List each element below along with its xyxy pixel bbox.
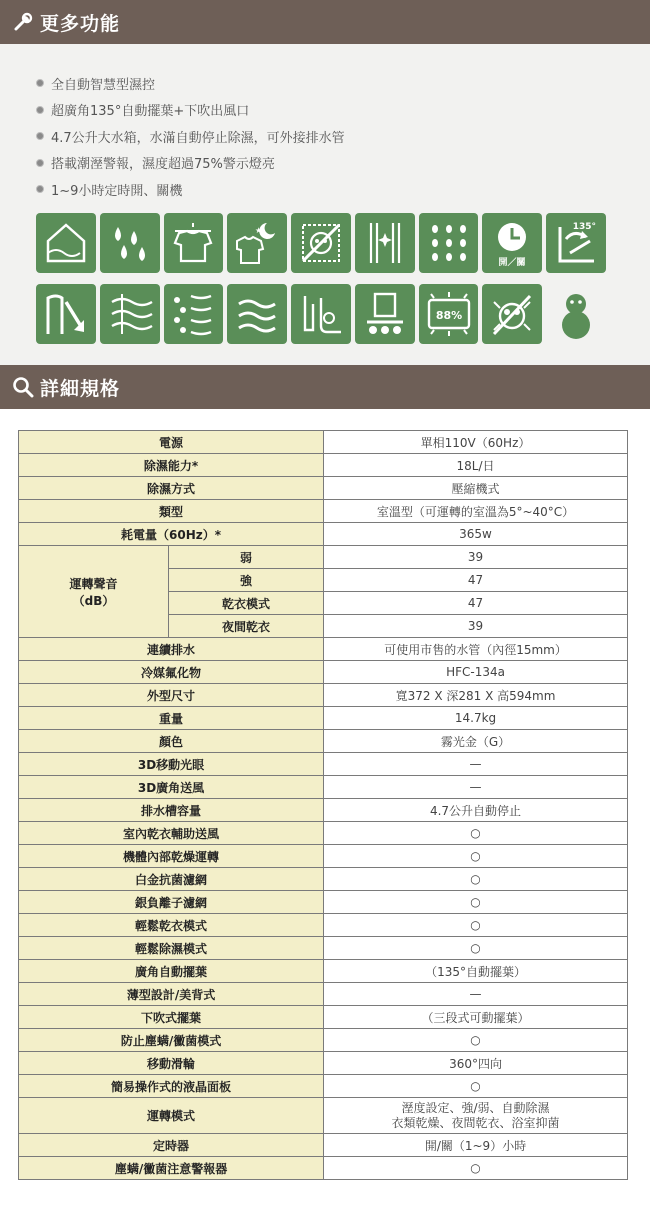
list-item: 1~9小時定時開、關機 [36, 176, 345, 203]
downflow-icon [36, 284, 96, 344]
table-row [19, 684, 628, 707]
bullet-icon [36, 106, 44, 114]
spec-label: 3D移動光眼 [19, 753, 324, 776]
list-item: 4.7公升大水箱，水滿自動停止除濕，可外接排水管 [36, 123, 345, 150]
table-row [19, 891, 628, 914]
table-row [19, 523, 628, 546]
table-row [19, 638, 628, 661]
table-row [19, 868, 628, 891]
timer-clock-icon [482, 213, 542, 273]
spec-value: 39 [324, 546, 628, 569]
spec-value: ○ [324, 822, 628, 845]
spec-value: ○ [324, 1075, 628, 1098]
spec-value: ○ [324, 1157, 628, 1180]
feature-list [36, 70, 345, 203]
spec-label: 銀負離子濾網 [19, 891, 324, 914]
night-dry-icon [227, 213, 287, 273]
spec-table [18, 430, 628, 1180]
spec-value: （135°自動擺葉） [324, 960, 628, 983]
caster-wheels-icon [355, 284, 415, 344]
spec-value: HFC-134a [324, 661, 628, 684]
table-row [19, 500, 628, 523]
spec-label: 類型 [19, 500, 324, 523]
table-row [19, 730, 628, 753]
spec-value: ○ [324, 868, 628, 891]
antibacterial-icon [291, 213, 351, 273]
spec-value: ○ [324, 914, 628, 937]
laundry-shirt-icon [164, 213, 224, 273]
table-row [19, 431, 628, 454]
table-row [19, 1157, 628, 1180]
bullet-icon [36, 159, 44, 167]
wrench-icon [0, 0, 40, 44]
spec-value: 39 [324, 615, 628, 638]
table-row [19, 799, 628, 822]
svg-text:135°: 135° [572, 222, 597, 232]
specs-header [0, 365, 650, 409]
spec-label: 冷媒氟化物 [19, 661, 324, 684]
spec-label: 下吹式擺葉 [19, 1006, 324, 1029]
spec-value: ○ [324, 1029, 628, 1052]
angle-135-icon [546, 213, 606, 273]
spec-sublabel: 強 [169, 569, 324, 592]
spec-label: 除濕能力* [19, 454, 324, 477]
spec-label: 塵螨/黴菌注意警報器 [19, 1157, 324, 1180]
airflow-leaf-icon [100, 284, 160, 344]
features-title: 更多功能 [40, 12, 121, 35]
table-row [19, 1006, 628, 1029]
bullet-icon [36, 185, 44, 193]
spec-label: 輕鬆乾衣模式 [19, 914, 324, 937]
table-row [19, 914, 628, 937]
table-row [19, 1075, 628, 1098]
spec-value: 14.7kg [324, 707, 628, 730]
list-item: 超廣角135°自動擺葉+下吹出風口 [36, 97, 345, 124]
spec-value: ○ [324, 891, 628, 914]
spec-label: 白金抗菌濾網 [19, 868, 324, 891]
table-row [19, 983, 628, 1006]
table-row [19, 1134, 628, 1157]
spec-sublabel: 夜間乾衣 [169, 615, 324, 638]
list-item: 全自動智慧型濕控 [36, 70, 345, 97]
spec-label: 廣角自動擺葉 [19, 960, 324, 983]
svg-text:★: ★ [255, 226, 263, 235]
search-icon [0, 365, 40, 409]
spec-label: 定時器 [19, 1134, 324, 1157]
spec-label: 除濕方式 [19, 477, 324, 500]
table-row [19, 1029, 628, 1052]
svg-text:開／關: 開／關 [498, 258, 526, 268]
spec-label: 電源 [19, 431, 324, 454]
spec-value: ○ [324, 845, 628, 868]
table-row [19, 753, 628, 776]
humidity-display-icon [419, 284, 479, 344]
wave-dry-icon [227, 284, 287, 344]
noise-group-label: 運轉聲音 （dB） [19, 546, 169, 638]
spec-value: 壓縮機式 [324, 477, 628, 500]
spec-label: 室內乾衣輔助送風 [19, 822, 324, 845]
spec-value: 4.7公升自動停止 [324, 799, 628, 822]
spec-label: 機體內部乾燥運轉 [19, 845, 324, 868]
spec-value: 360°四向 [324, 1052, 628, 1075]
table-row [19, 477, 628, 500]
home-humidity-icon [36, 213, 96, 273]
bullet-icon [36, 79, 44, 87]
spec-value: （三段式可動擺葉） [324, 1006, 628, 1029]
spec-label: 耗電量（60Hz）* [19, 523, 324, 546]
spec-value: 18L/日 [324, 454, 628, 477]
table-row [19, 845, 628, 868]
table-row [19, 776, 628, 799]
spec-value: 室溫型（可運轉的室溫為5°~40°C） [324, 500, 628, 523]
spec-value: ○ [324, 937, 628, 960]
spec-sublabel: 乾衣模式 [169, 592, 324, 615]
specs-title: 詳細規格 [40, 377, 121, 400]
spec-value: 可使用市售的水管（內徑15mm） [324, 638, 628, 661]
svg-text:88%: 88% [435, 309, 462, 322]
anti-mite-icon [482, 284, 542, 344]
drain-hose-icon [291, 284, 351, 344]
features-header [0, 0, 650, 44]
spec-label: 輕鬆除濕模式 [19, 937, 324, 960]
spec-value: 單相110V（60Hz） [324, 431, 628, 454]
spec-value: 寬372 X 深281 X 高594mm [324, 684, 628, 707]
spec-value: 霧光金（G） [324, 730, 628, 753]
spec-value: 47 [324, 592, 628, 615]
spec-label: 顏色 [19, 730, 324, 753]
snowman-icon [546, 284, 606, 344]
list-item: 搭載潮溼警報，濕度超過75%警示燈亮 [36, 150, 345, 177]
spec-value: 開/關（1~9）小時 [324, 1134, 628, 1157]
spec-table-container [18, 430, 627, 1180]
table-row [19, 937, 628, 960]
spec-sublabel: 弱 [169, 546, 324, 569]
spec-label: 薄型設計/美背式 [19, 983, 324, 1006]
spec-label: 重量 [19, 707, 324, 730]
table-row [19, 1098, 628, 1134]
spec-label: 簡易操作式的液晶面板 [19, 1075, 324, 1098]
spec-label: 連續排水 [19, 638, 324, 661]
bullet-icon [36, 132, 44, 140]
spec-value: — [324, 983, 628, 1006]
table-row [19, 546, 628, 569]
ion-filter-icon [164, 284, 224, 344]
spec-value: 47 [324, 569, 628, 592]
filter-sparkle-icon [355, 213, 415, 273]
spec-label: 排水槽容量 [19, 799, 324, 822]
spec-label: 運轉模式 [19, 1098, 324, 1134]
spec-value: 溼度設定、強/弱、自動除濕 衣類乾燥、夜間乾衣、浴室抑菌 [324, 1098, 628, 1134]
spec-value: 365w [324, 523, 628, 546]
water-drops-icon [100, 213, 160, 273]
table-row [19, 707, 628, 730]
spec-label: 3D廣角送風 [19, 776, 324, 799]
spec-label: 外型尺寸 [19, 684, 324, 707]
spec-value: — [324, 776, 628, 799]
table-row [19, 1052, 628, 1075]
feature-icon-grid [36, 213, 606, 355]
table-row [19, 960, 628, 983]
spec-value: — [324, 753, 628, 776]
spec-label: 移動滑輪 [19, 1052, 324, 1075]
table-row [19, 661, 628, 684]
table-row [19, 822, 628, 845]
rain-drops-icon [419, 213, 479, 273]
spec-label: 防止塵螨/黴菌模式 [19, 1029, 324, 1052]
table-row [19, 454, 628, 477]
